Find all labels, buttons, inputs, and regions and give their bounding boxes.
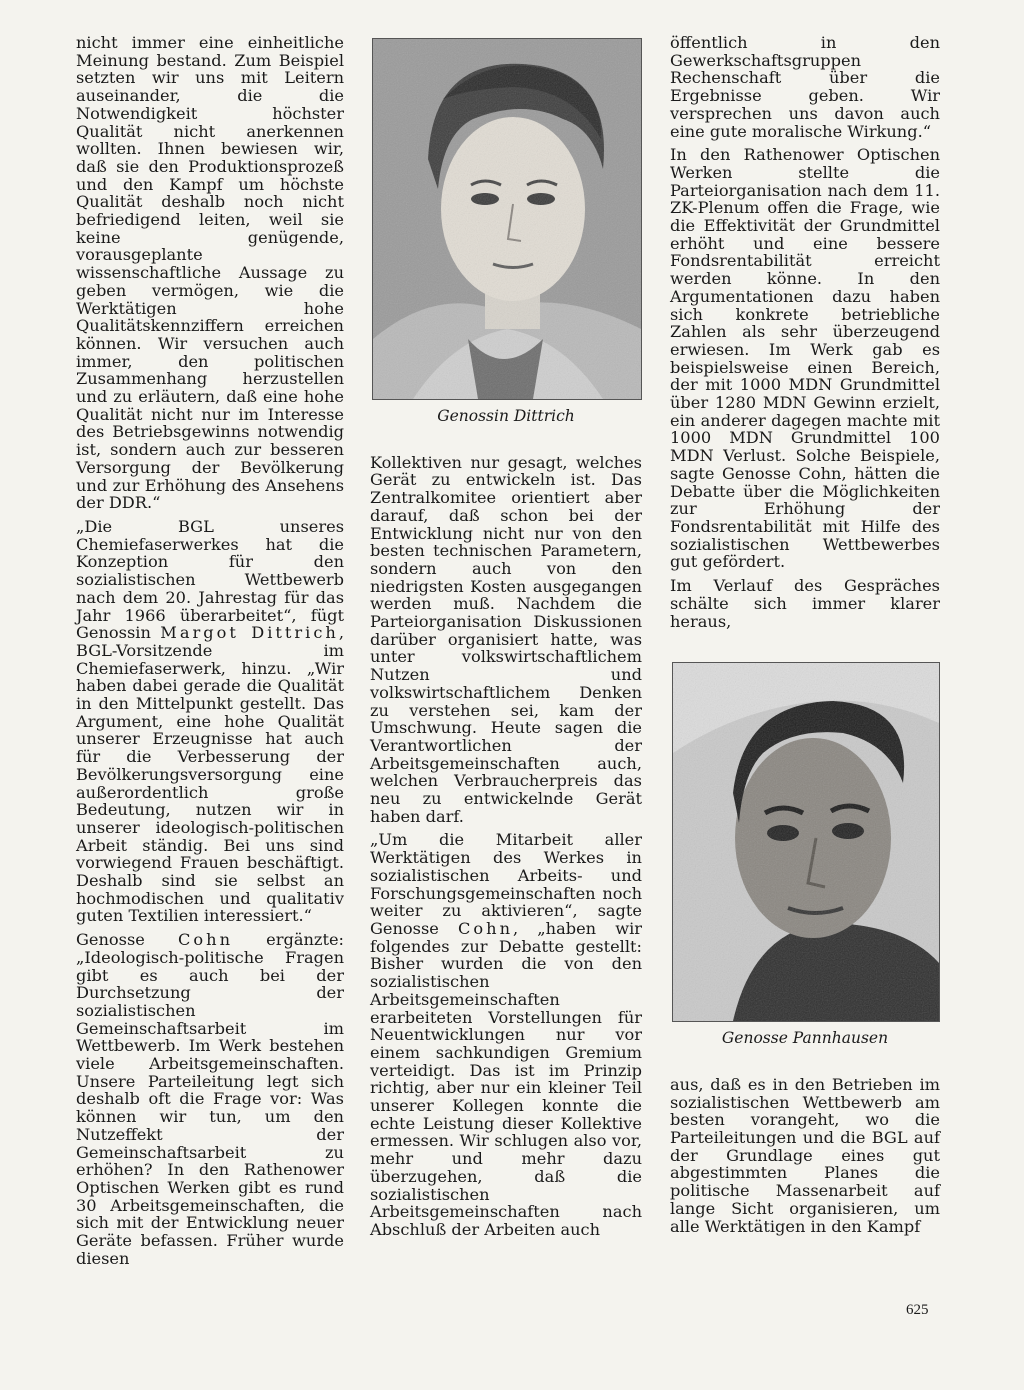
column-3 [670,34,940,1241]
paragraph: In den Rathenower Optischen Werken stellte die Parteiorganisation nach dem 11. ZK-Plenum offen die Frage, wie die Effektivität der Grundmittel erhöht und eine bessere Fondsrentabilität erreicht werden könne. In den Argumentationen dazu haben sich konkrete betriebliche Zahlen als sehr überzeugend erwiesen. Im Werk gab es beispielsweise einen Bereich, der mit 1000 MDN Grundmittel über 1280 MDN Gewinn erzielt, ein anderer dagegen machte mit 1000 MDN Grundmittel 100 MDN Verlust. Solche Beispiele, sagte Genosse Cohn, hätten die Debatte über die Möglichkeiten zur Erhöhung der Fondsrentabilität mit Hilfe des sozialistischen Wettbewerbes gut gefördert. [670,145,940,572]
text-run: ergänzte: „Ideologisch-politische Fragen gibt es auch bei der Durchsetzung der sozialistischen Gemeinschaftsarbeit im Wettbewerb. Im Werk bestehen viele Arbeitsgemeinschaften. Unsere Parteileitung legt sich deshalb oft die Frage vor: Was können wir tun, um den Nutzeffekt der Gemeinschaftsarbeit zu erhöhen? In den Rathenower Optischen Werken gibt es rund 30 Arbeitsgemeinschaften, die sich mit der Entwicklung neuer Geräte befassen. Früher wurde diesen [76,930,344,1268]
paragraph: Im Verlauf des Gespräches schälte sich immer klarer heraus, [670,576,940,631]
portrait-photo-woman [372,38,642,400]
text-run: , BGL-Vorsitzende im Chemiefaserwerk, hinzu. „Wir haben dabei gerade die Qualität in den Mittelpunkt gestellt. Das Argument, eine hohe Qualität unserer Erzeugnisse hat auch für die Verbesserung der Bevölkerungsversorgung eine außerordentlich große Bedeutung, nutzen wir in unserer ideologisch-politischen Arbeit ständig. Bei uns sind vorwiegend Frauen beschäftigt. Deshalb sind sie selbst an hochmodischen und qualitativ guten Textilien interessiert.“ [76,623,344,926]
text-run: „Um die Mitarbeit aller Werktätigen des Werkes in sozialistischen Arbeits- und Forschungsgemeinschaften noch weiter zu aktivieren“, sagte Genosse [370,830,642,938]
spacer [670,636,940,662]
person-name: Margot Dittrich [160,623,339,643]
paragraph [76,518,344,925]
paragraph [76,931,344,1267]
portrait-photo-man [672,662,940,1022]
text-run: Genosse [76,930,179,950]
portrait-man-image [673,663,939,1021]
photo-caption: Genosse Pannhausen [721,1029,889,1048]
person-name: Cohn [458,918,513,938]
column-1 [76,34,344,1274]
column-2 [370,34,642,1245]
paragraph: nicht immer eine einheitliche Meinung bestand. Zum Beispiel setzten wir uns mit Leitern auseinander, die die Notwendigkeit höchster Qualität nicht anerkennen wollten. Ihnen bewiesen wir, daß sie den Produktionsprozeß und den Kampf um höchste Qualität deshalb noch nicht befriedigend leiten, weil sie keine genügende, vorausgeplante wissenschaftliche Aussage zu geben vermögen, wie die Werktätigen hohe Qualitätskennziffern erreichen können. Wir versuchen auch immer, den politischen Zusammenhang herzustellen und zu erläutern, daß eine hohe Qualität nicht nur im Interesse des Betriebsgewinns notwendig ist, sondern auch zur besseren Versorgung der Bevölkerung und zur Erhöhung des Ansehens der DDR.“ [76,33,344,513]
text-run: , „haben wir folgendes zur Debatte gestellt: Bisher wurden die von den sozialistischen Arbeitsgemeinschaften erarbeiteten Vorstellungen für Neuentwicklungen nur vor einem sachkundigen Gremium verteidigt. Das ist im Prinzip richtig, aber nur ein kleiner Teil unserer Kollegen konnte die echte Leistung dieser Kollektive ermessen. Wir schlugen also vor, mehr und mehr dazu überzugehen, daß die sozialistischen Arbeitsgemeinschaften nach Abschluß der Arbeiten auch [370,918,642,1239]
paragraph: öffentlich in den Gewerkschaftsgruppen Rechenschaft über die Ergebnisse geben. Wir versprechen uns davon auch eine gute moralische Wirkung.“ [670,33,940,141]
portrait-woman-image [373,39,641,399]
paragraph: aus, daß es in den Betrieben im sozialistischen Wettbewerb am besten vorangeht, wo die Parteileitungen und die BGL auf der Grundlage eines gut abgestimmten Planes die politische Massenarbeit auf lange Sicht organisieren, um alle Werktätigen in den Kampf [670,1074,940,1236]
person-name: Cohn [178,930,234,950]
text-run: „Die BGL unseres Chemiefaserwerkes hat die Konzeption für den sozialistischen Wettbewerb nach dem 20. Jahrestag für das Jahr 1966 überarbeitet“, fügt Genossin [76,516,344,643]
paragraph: Kollektiven nur gesagt, welches Gerät zu entwickeln ist. Das Zentralkomitee orientiert aber darauf, daß schon bei der Entwicklung nicht nur von den besten technischen Parametern, sondern auch von den niedrigsten Kosten ausgegangen werden muß. Nachdem die Parteiorganisation Diskussionen darüber organisiert hatte, was unter volkswirtschaftlichem Nutzen und volkswirtschaftlichem Denken zu verstehen sei, kam der Umschwung. Heute sagen die Verantwortlichen der Arbeitsgemeinschaften auch, welchen Verbraucherpreis das neu zu entwickelnde Gerät haben darf. [370,452,642,826]
photo-caption: Genossin Dittrich [437,407,575,425]
paragraph [370,831,642,1238]
page-number: 625 [906,1302,929,1318]
